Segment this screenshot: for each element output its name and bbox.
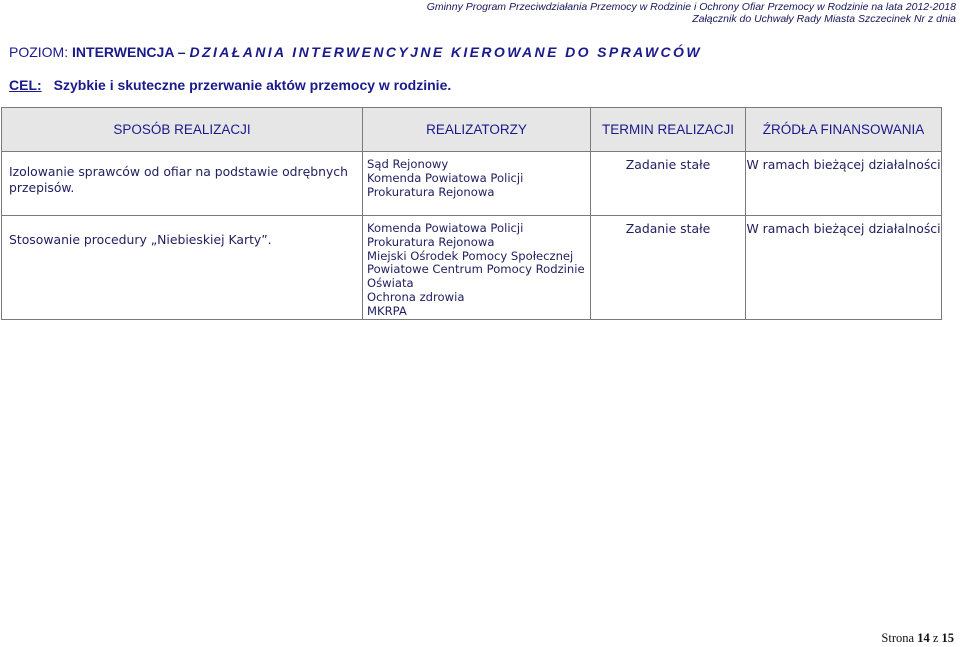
- goal-label: CEL:: [9, 77, 42, 93]
- total-pages: 15: [941, 631, 954, 645]
- level-description: DZIAŁANIA INTERWENCYJNE KIEROWANE DO SPRAWCÓW: [189, 44, 702, 60]
- goal-heading: [9, 77, 451, 93]
- current-page: 14: [917, 631, 930, 645]
- table-row: [2, 216, 942, 320]
- implementer-item: Oświata: [367, 276, 414, 291]
- page-number: [881, 631, 954, 646]
- implementers-cell: [363, 216, 591, 320]
- implementer-item: Prokuratura Rejonowa: [367, 234, 495, 249]
- implementer-item: Ochrona zdrowia: [367, 289, 465, 304]
- implementer-item: Powiatowe Centrum Pomocy Rodzinie: [367, 262, 585, 277]
- table-row: [2, 152, 942, 216]
- page-prefix: Strona: [881, 631, 915, 645]
- implementers-cell: [363, 152, 591, 216]
- actions-table: [1, 107, 942, 320]
- implementer-item: Komenda Powiatowa Policji: [367, 170, 524, 185]
- deadline-cell: Zadanie stałe: [591, 216, 746, 320]
- implementer-item: Sąd Rejonowy: [367, 157, 449, 171]
- level-main: INTERWENCJA –: [72, 44, 186, 60]
- header-deadline: TERMIN REALIZACJI: [591, 108, 746, 152]
- method-cell: Izolowanie sprawców od ofiar na podstawie odrębnych przepisów.: [2, 152, 363, 216]
- deadline-cell: Zadanie stałe: [591, 152, 746, 216]
- funding-cell: W ramach bieżącej działalności: [746, 216, 942, 320]
- goal-text: Szybkie i skuteczne przerwanie aktów przemocy w rodzinie.: [53, 77, 452, 93]
- implementer-item: Miejski Ośrodek Pomocy Społecznej: [367, 248, 574, 263]
- level-label: POZIOM:: [9, 44, 69, 60]
- document-header-annex: Załącznik do Uchwały Rady Miasta Szczecinek Nr z dnia: [692, 13, 956, 25]
- header-method: SPOSÓB REALIZACJI: [2, 108, 363, 152]
- implementer-item: Komenda Powiatowa Policji: [367, 221, 524, 235]
- method-cell: Stosowanie procedury „Niebieskiej Karty”.: [2, 216, 363, 320]
- level-heading: [9, 44, 702, 60]
- table-header-row: [2, 108, 942, 152]
- page-separator: z: [932, 631, 939, 645]
- header-funding: ŹRÓDŁA FINANSOWANIA: [746, 108, 942, 152]
- document-header-title: Gminny Program Przeciwdziałania Przemocy w Rodzinie i Ochrony Ofiar Przemocy w Rodzinie na lata 2012-2018: [426, 1, 956, 13]
- funding-cell: W ramach bieżącej działalności: [746, 152, 942, 216]
- implementer-item: MKRPA: [367, 303, 407, 318]
- implementer-item: Prokuratura Rejonowa: [367, 184, 495, 199]
- header-implementers: REALIZATORZY: [363, 108, 591, 152]
